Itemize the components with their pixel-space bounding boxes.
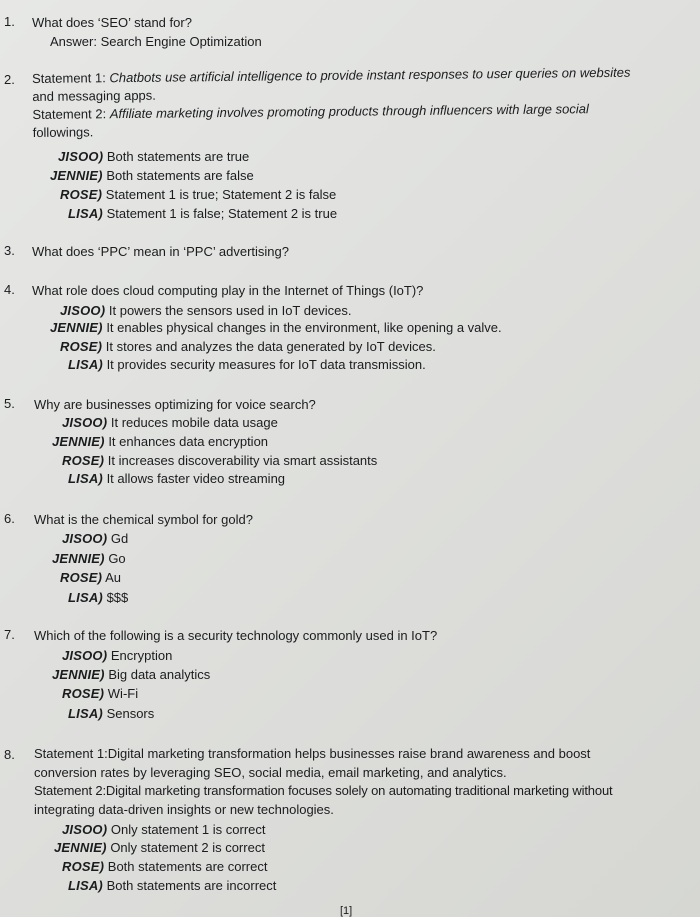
question-text: What is the chemical symbol for gold? bbox=[34, 512, 253, 527]
option-lisa: LISA) $$$ bbox=[68, 590, 129, 605]
statement-2: Statement 2: Affiliate marketing involves promoting products through influencers with large social bbox=[32, 101, 589, 122]
option-jisoo: JISOO) Only statement 1 is correct bbox=[62, 822, 266, 837]
option-rose: ROSE) It stores and analyzes the data generated by IoT devices. bbox=[60, 339, 436, 354]
option-rose: ROSE) Au bbox=[60, 570, 121, 585]
option-lisa: LISA) It provides security measures for IoT data transmission. bbox=[68, 357, 426, 372]
question-number: 4. bbox=[4, 282, 15, 297]
option-rose: ROSE) Both statements are correct bbox=[62, 859, 268, 874]
answer-text: Answer: Search Engine Optimization bbox=[50, 34, 262, 49]
question-text: Why are businesses optimizing for voice search? bbox=[34, 397, 316, 412]
question-number: 3. bbox=[4, 243, 15, 258]
statement-line: conversion rates by leveraging SEO, social media, email marketing, and analytics. bbox=[34, 764, 507, 780]
statement-1-continued: and messaging apps. bbox=[32, 87, 156, 104]
option-jisoo: JISOO) It powers the sensors used in IoT devices. bbox=[60, 303, 352, 318]
option-rose: ROSE) It increases discoverability via smart assistants bbox=[62, 453, 378, 468]
question-number: 6. bbox=[4, 511, 15, 526]
statement-line: Statement 2:Digital marketing transformation focuses solely on automating traditional marketing without bbox=[34, 783, 613, 798]
question-text: What does ‘SEO’ stand for? bbox=[32, 15, 192, 30]
option-jennie: JENNIE) Big data analytics bbox=[52, 667, 211, 682]
question-text: What does ‘PPC’ mean in ‘PPC’ advertising? bbox=[32, 244, 289, 259]
page-number: [1] bbox=[340, 905, 353, 917]
statement-line: Statement 1:Digital marketing transformation helps businesses raise brand awareness and boost bbox=[34, 746, 591, 761]
option-jisoo: JISOO) Encryption bbox=[62, 648, 173, 663]
option-rose: ROSE) Statement 1 is true; Statement 2 is false bbox=[60, 187, 337, 202]
question-number: 1. bbox=[4, 14, 15, 29]
question-text: What role does cloud computing play in the Internet of Things (IoT)? bbox=[32, 283, 424, 298]
option-jisoo: JISOO) Both statements are true bbox=[58, 149, 250, 164]
option-lisa: LISA) Statement 1 is false; Statement 2 is true bbox=[68, 206, 338, 221]
option-jisoo: JISOO) It reduces mobile data usage bbox=[62, 415, 278, 430]
question-text bbox=[34, 745, 688, 819]
statement-2-continued: followings. bbox=[32, 124, 94, 140]
question-number: 7. bbox=[4, 627, 15, 642]
option-jisoo: JISOO) Gd bbox=[62, 531, 129, 546]
option-lisa: LISA) Both statements are incorrect bbox=[68, 878, 277, 893]
option-jennie: JENNIE) Go bbox=[52, 551, 126, 566]
option-rose: ROSE) Wi-Fi bbox=[62, 686, 139, 701]
option-jennie: JENNIE) Only statement 2 is correct bbox=[54, 840, 265, 855]
option-jennie: JENNIE) It enhances data encryption bbox=[52, 434, 269, 449]
statement-1: Statement 1: Chatbots use artificial intelligence to provide instant responses to user queries on websites bbox=[32, 64, 631, 86]
statement-line: integrating data-driven insights or new technologies. bbox=[34, 801, 334, 817]
question-number: 5. bbox=[4, 396, 15, 411]
question-text bbox=[32, 63, 683, 142]
option-lisa: LISA) Sensors bbox=[68, 706, 155, 721]
question-text: Which of the following is a security technology commonly used in IoT? bbox=[34, 628, 438, 643]
option-lisa: LISA) It allows faster video streaming bbox=[68, 471, 286, 486]
question-number: 8. bbox=[4, 747, 15, 762]
option-jennie: JENNIE) Both statements are false bbox=[50, 168, 254, 183]
option-jennie: JENNIE) It enables physical changes in the environment, like opening a valve. bbox=[50, 320, 502, 335]
question-number: 2. bbox=[4, 72, 15, 87]
